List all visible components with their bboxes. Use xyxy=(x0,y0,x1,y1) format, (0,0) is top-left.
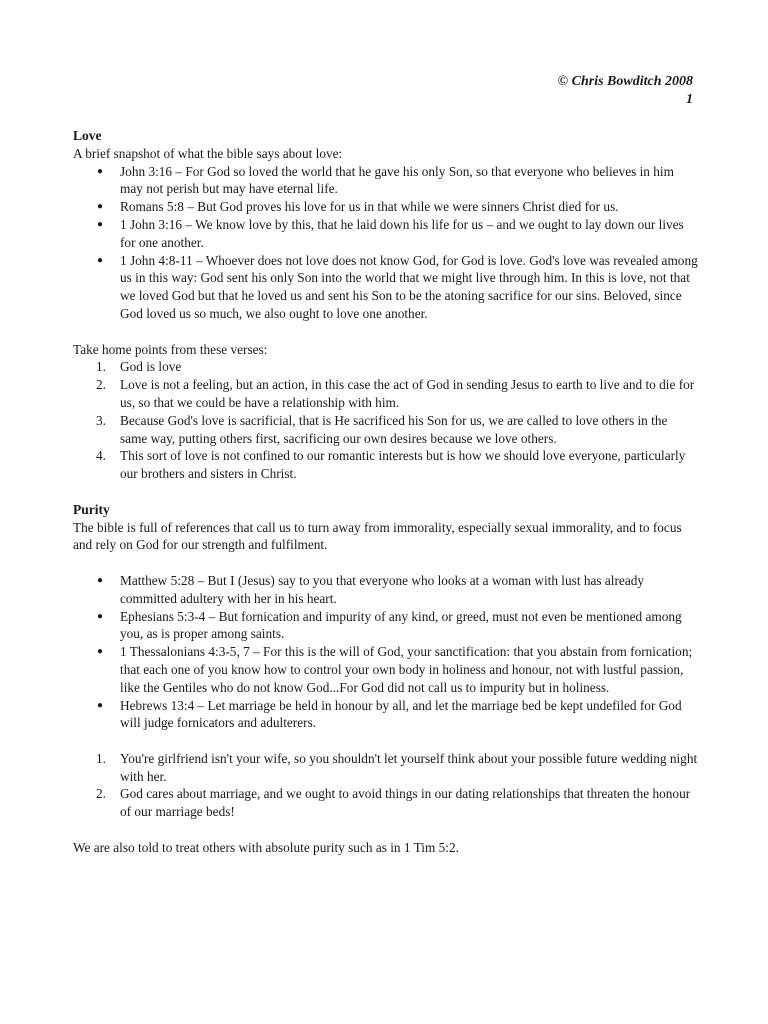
love-points-list xyxy=(73,358,698,483)
copyright-notice: © Chris Bowditch 2008 xyxy=(557,74,693,89)
purity-closing: We are also told to treat others with absolute purity such as in 1 Tim 5:2. xyxy=(73,839,459,855)
list-item: ● Ephesians 5:3-4 – But fornication and impurity of any kind, or greed, must not even be mentioned among you, as is proper among saints. xyxy=(73,608,698,644)
purity-heading: Purity xyxy=(73,501,110,517)
purity-verse-list xyxy=(73,572,698,732)
love-verse-list xyxy=(73,163,698,323)
list-item: ● John 3:16 – For God so loved the world that he gave his only Son, so that everyone who believes in him may not perish but may have eternal life. xyxy=(73,163,698,199)
list-item: 1. You're girlfriend isn't your wife, so you shouldn't let yourself think about your possible future wedding night with her. xyxy=(96,750,698,784)
takehome-intro: Take home points from these verses: xyxy=(73,341,268,357)
love-heading: Love xyxy=(73,128,102,143)
page-number: 1 xyxy=(686,91,693,107)
purity-intro: The bible is full of references that call us to turn away from immorality, especially sexual immorality, and to focus and rely on God for our strength and fulfilment. xyxy=(73,519,682,553)
document-body xyxy=(73,127,698,857)
list-item: 1. God is love xyxy=(96,359,182,375)
purity-points-list xyxy=(73,750,698,821)
list-item: ● Hebrews 13:4 – Let marriage be held in honour by all, and let the marriage bed be kept undefiled for God will judge fornicators and adulterers. xyxy=(73,697,698,733)
list-item: 2. Love is not a feeling, but an action, in this case the act of God in sending Jesus to earth to live and to die for us, so that we could be have a relationship with him. xyxy=(96,377,695,410)
page-header xyxy=(558,73,693,108)
love-intro: A brief snapshot of what the bible says about love: xyxy=(73,145,343,161)
love-section xyxy=(73,127,698,483)
list-item: 3. Because God's love is sacrificial, that is He sacrificed his Son for us, we are called to love others in the same way, putting others first, sacrificing our own desires because we love others. xyxy=(96,412,668,446)
purity-section xyxy=(73,501,698,857)
list-item: ● 1 John 4:8-11 – Whoever does not love does not know God, for God is love. God's love was revealed among us in this way: God sent his only Son into the world that we might live through him. In this is love, not that we loved God but that he loved us and sent his Son to be the atoning sacrifice for our sins. Beloved, since God loved us so much, we also ought to love one another. xyxy=(73,252,698,323)
list-item: ● 1 John 3:16 – We know love by this, that he laid down his life for us – and we ought to lay down our lives for one another. xyxy=(73,216,698,252)
list-item: 2. God cares about marriage, and we ought to avoid things in our dating relationships that threaten the honour of our marriage beds! xyxy=(96,786,691,820)
list-item: ● 1 Thessalonians 4:3-5, 7 – For this is the will of God, your sanctification: that you abstain from fornication; that each one of you know how to control your own body in holiness and honour, not with lustful passion, like the Gentiles who do not know God...For God did not call us to impurity but in holiness. xyxy=(73,643,698,696)
list-item: 4. This sort of love is not confined to our romantic interests but is how we should love everyone, particularly our brothers and sisters in Christ. xyxy=(96,448,686,482)
list-item: ● Matthew 5:28 – But I (Jesus) say to you that everyone who looks at a woman with lust has already committed adultery with her in his heart. xyxy=(73,572,698,608)
list-item: ● Romans 5:8 – But God proves his love for us in that while we were sinners Christ died for us. xyxy=(73,198,698,216)
